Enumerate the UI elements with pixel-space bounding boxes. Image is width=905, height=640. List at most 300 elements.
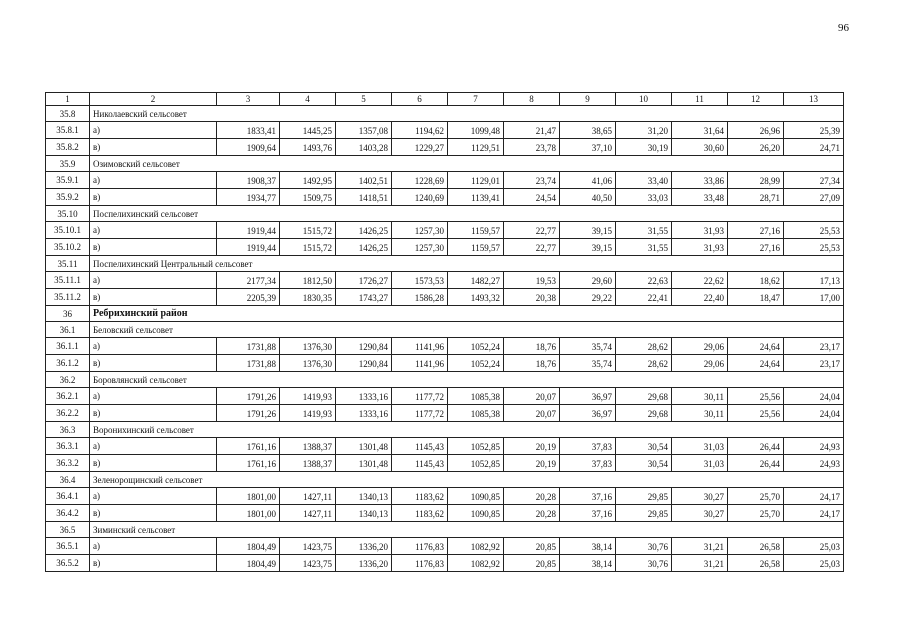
column-header: 9 (560, 93, 616, 106)
value-cell: 30,11 (672, 405, 728, 422)
value-cell: 21,47 (504, 122, 560, 139)
row-label: Поспелихинский сельсовет (90, 206, 844, 222)
value-cell: 28,62 (616, 338, 672, 355)
settlement-row (46, 522, 844, 538)
value-cell: 1228,69 (392, 172, 448, 189)
row-label: а) (90, 122, 217, 139)
row-label: в) (90, 189, 217, 206)
value-cell: 1145,43 (392, 438, 448, 455)
value-cell: 35,74 (560, 338, 616, 355)
value-cell: 1761,16 (217, 455, 280, 472)
value-cell: 30,54 (616, 438, 672, 455)
value-cell: 1290,84 (336, 355, 392, 372)
table-row (46, 438, 844, 455)
column-header: 1 (46, 93, 90, 106)
value-cell: 1340,13 (336, 488, 392, 505)
row-code: 36.2 (46, 372, 90, 388)
row-label: Ребрихинский район (90, 306, 844, 322)
value-cell: 1183,62 (392, 505, 448, 522)
row-label: а) (90, 222, 217, 239)
value-cell: 38,65 (560, 122, 616, 139)
row-code: 36.4 (46, 472, 90, 488)
value-cell: 30,76 (616, 555, 672, 572)
value-cell: 1801,00 (217, 505, 280, 522)
value-cell: 41,06 (560, 172, 616, 189)
value-cell: 1240,69 (392, 189, 448, 206)
value-cell: 31,64 (672, 122, 728, 139)
value-cell: 40,50 (560, 189, 616, 206)
value-cell: 1141,96 (392, 355, 448, 372)
value-cell: 20,28 (504, 505, 560, 522)
value-cell: 1257,30 (392, 222, 448, 239)
value-cell: 38,14 (560, 538, 616, 555)
value-cell: 1427,11 (280, 488, 336, 505)
value-cell: 1919,44 (217, 239, 280, 256)
value-cell: 23,74 (504, 172, 560, 189)
value-cell: 1176,83 (392, 555, 448, 572)
row-code: 36.3.2 (46, 455, 90, 472)
value-cell: 1804,49 (217, 538, 280, 555)
table-row (46, 172, 844, 189)
settlement-row (46, 472, 844, 488)
value-cell: 31,93 (672, 222, 728, 239)
value-cell: 22,41 (616, 289, 672, 306)
value-cell: 1052,85 (448, 455, 504, 472)
value-cell: 38,14 (560, 555, 616, 572)
value-cell: 1177,72 (392, 405, 448, 422)
page-number: 96 (838, 22, 849, 34)
value-cell: 23,78 (504, 139, 560, 156)
value-cell: 30,60 (672, 139, 728, 156)
value-cell: 1419,93 (280, 405, 336, 422)
table-row (46, 555, 844, 572)
value-cell: 31,55 (616, 222, 672, 239)
value-cell: 30,19 (616, 139, 672, 156)
row-code: 36.1.2 (46, 355, 90, 372)
value-cell: 1052,85 (448, 438, 504, 455)
value-cell: 24,54 (504, 189, 560, 206)
value-cell: 24,64 (728, 355, 784, 372)
value-cell: 1376,30 (280, 355, 336, 372)
value-cell: 37,83 (560, 438, 616, 455)
value-cell: 37,16 (560, 505, 616, 522)
value-cell: 33,48 (672, 189, 728, 206)
district-row (46, 306, 844, 322)
value-cell: 26,44 (728, 438, 784, 455)
row-label: в) (90, 505, 217, 522)
settlement-row (46, 422, 844, 438)
value-cell: 22,40 (672, 289, 728, 306)
table-row (46, 388, 844, 405)
value-cell: 1336,20 (336, 538, 392, 555)
row-code: 36.1 (46, 322, 90, 338)
row-code: 35.10.2 (46, 239, 90, 256)
value-cell: 29,22 (560, 289, 616, 306)
table-row (46, 405, 844, 422)
row-label: в) (90, 289, 217, 306)
value-cell: 1445,25 (280, 122, 336, 139)
row-code: 36.2.2 (46, 405, 90, 422)
value-cell: 22,77 (504, 222, 560, 239)
value-cell: 1177,72 (392, 388, 448, 405)
value-cell: 20,85 (504, 555, 560, 572)
value-cell: 1791,26 (217, 388, 280, 405)
row-code: 36.4.2 (46, 505, 90, 522)
value-cell: 1482,27 (448, 272, 504, 289)
value-cell: 1403,28 (336, 139, 392, 156)
value-cell: 30,27 (672, 505, 728, 522)
row-code: 35.9 (46, 156, 90, 172)
value-cell: 25,56 (728, 388, 784, 405)
value-cell: 1129,01 (448, 172, 504, 189)
value-cell: 29,60 (560, 272, 616, 289)
value-cell: 1426,25 (336, 239, 392, 256)
value-cell: 30,76 (616, 538, 672, 555)
value-cell: 29,06 (672, 355, 728, 372)
value-cell: 27,16 (728, 239, 784, 256)
value-cell: 20,07 (504, 405, 560, 422)
value-cell: 1388,37 (280, 438, 336, 455)
value-cell: 1085,38 (448, 405, 504, 422)
value-cell: 20,38 (504, 289, 560, 306)
value-cell: 31,20 (616, 122, 672, 139)
row-label: а) (90, 172, 217, 189)
column-header: 7 (448, 93, 504, 106)
value-cell: 24,17 (784, 505, 844, 522)
value-cell: 1129,51 (448, 139, 504, 156)
table-row (46, 222, 844, 239)
row-code: 36.5.2 (46, 555, 90, 572)
table-row (46, 189, 844, 206)
value-cell: 26,58 (728, 538, 784, 555)
value-cell: 27,34 (784, 172, 844, 189)
value-cell: 20,85 (504, 538, 560, 555)
settlement-row (46, 156, 844, 172)
value-cell: 25,39 (784, 122, 844, 139)
value-cell: 1183,62 (392, 488, 448, 505)
column-header: 13 (784, 93, 844, 106)
value-cell: 29,68 (616, 388, 672, 405)
row-label: Беловский сельсовет (90, 322, 844, 338)
value-cell: 1419,93 (280, 388, 336, 405)
value-cell: 1333,16 (336, 388, 392, 405)
value-cell: 26,20 (728, 139, 784, 156)
table-body (46, 106, 844, 572)
column-header: 6 (392, 93, 448, 106)
table-row (46, 538, 844, 555)
value-cell: 36,97 (560, 405, 616, 422)
value-cell: 1731,88 (217, 338, 280, 355)
value-cell: 1515,72 (280, 239, 336, 256)
value-cell: 1493,32 (448, 289, 504, 306)
row-label: а) (90, 538, 217, 555)
row-code: 35.9.1 (46, 172, 90, 189)
value-cell: 26,44 (728, 455, 784, 472)
value-cell: 1402,51 (336, 172, 392, 189)
value-cell: 1515,72 (280, 222, 336, 239)
value-cell: 1376,30 (280, 338, 336, 355)
tariff-table (45, 92, 844, 572)
value-cell: 1388,37 (280, 455, 336, 472)
value-cell: 1743,27 (336, 289, 392, 306)
row-label: в) (90, 139, 217, 156)
value-cell: 1493,76 (280, 139, 336, 156)
row-code: 35.11.2 (46, 289, 90, 306)
value-cell: 1761,16 (217, 438, 280, 455)
value-cell: 20,28 (504, 488, 560, 505)
value-cell: 1085,38 (448, 388, 504, 405)
value-cell: 25,56 (728, 405, 784, 422)
row-label: в) (90, 239, 217, 256)
value-cell: 24,64 (728, 338, 784, 355)
row-label: в) (90, 555, 217, 572)
value-cell: 1194,62 (392, 122, 448, 139)
row-code: 36.3.1 (46, 438, 90, 455)
settlement-row (46, 256, 844, 272)
table-row (46, 122, 844, 139)
value-cell: 37,16 (560, 488, 616, 505)
value-cell: 24,93 (784, 438, 844, 455)
table-row (46, 272, 844, 289)
row-label: а) (90, 488, 217, 505)
row-code: 36.5 (46, 522, 90, 538)
row-label: в) (90, 405, 217, 422)
value-cell: 1290,84 (336, 338, 392, 355)
value-cell: 25,70 (728, 505, 784, 522)
value-cell: 30,11 (672, 388, 728, 405)
value-cell: 24,04 (784, 388, 844, 405)
value-cell: 1301,48 (336, 438, 392, 455)
row-code: 35.11 (46, 256, 90, 272)
table-row (46, 505, 844, 522)
table-row (46, 455, 844, 472)
value-cell: 17,13 (784, 272, 844, 289)
column-header: 11 (672, 93, 728, 106)
value-cell: 1052,24 (448, 355, 504, 372)
value-cell: 1099,48 (448, 122, 504, 139)
row-label: а) (90, 438, 217, 455)
value-cell: 25,03 (784, 555, 844, 572)
row-label: в) (90, 455, 217, 472)
settlement-row (46, 106, 844, 122)
row-label: а) (90, 338, 217, 355)
value-cell: 18,62 (728, 272, 784, 289)
value-cell: 18,47 (728, 289, 784, 306)
value-cell: 1426,25 (336, 222, 392, 239)
value-cell: 26,58 (728, 555, 784, 572)
column-header: 10 (616, 93, 672, 106)
value-cell: 2177,34 (217, 272, 280, 289)
value-cell: 1090,85 (448, 488, 504, 505)
value-cell: 1336,20 (336, 555, 392, 572)
value-cell: 31,55 (616, 239, 672, 256)
settlement-row (46, 206, 844, 222)
value-cell: 31,03 (672, 438, 728, 455)
value-cell: 25,03 (784, 538, 844, 555)
settlement-row (46, 322, 844, 338)
row-code: 36 (46, 306, 90, 322)
row-code: 36.5.1 (46, 538, 90, 555)
row-code: 35.8 (46, 106, 90, 122)
row-label: Николаевский сельсовет (90, 106, 844, 122)
value-cell: 22,63 (616, 272, 672, 289)
settlement-row (46, 372, 844, 388)
row-label: Зиминский сельсовет (90, 522, 844, 538)
row-code: 35.10 (46, 206, 90, 222)
row-code: 35.10.1 (46, 222, 90, 239)
value-cell: 1573,53 (392, 272, 448, 289)
value-cell: 1418,51 (336, 189, 392, 206)
table-header (46, 93, 844, 106)
value-cell: 1139,41 (448, 189, 504, 206)
row-label: в) (90, 355, 217, 372)
value-cell: 39,15 (560, 239, 616, 256)
value-cell: 1357,08 (336, 122, 392, 139)
row-label: Воронихинский сельсовет (90, 422, 844, 438)
value-cell: 1731,88 (217, 355, 280, 372)
value-cell: 31,21 (672, 555, 728, 572)
value-cell: 1423,75 (280, 555, 336, 572)
row-label: Зеленорощинский сельсовет (90, 472, 844, 488)
value-cell: 33,40 (616, 172, 672, 189)
value-cell: 18,76 (504, 338, 560, 355)
value-cell: 1909,64 (217, 139, 280, 156)
table-row (46, 338, 844, 355)
value-cell: 1830,35 (280, 289, 336, 306)
table-row (46, 139, 844, 156)
value-cell: 1423,75 (280, 538, 336, 555)
value-cell: 1726,27 (336, 272, 392, 289)
value-cell: 1141,96 (392, 338, 448, 355)
value-cell: 31,93 (672, 239, 728, 256)
value-cell: 33,86 (672, 172, 728, 189)
value-cell: 35,74 (560, 355, 616, 372)
value-cell: 1257,30 (392, 239, 448, 256)
value-cell: 1934,77 (217, 189, 280, 206)
row-code: 35.8.1 (46, 122, 90, 139)
value-cell: 1812,50 (280, 272, 336, 289)
value-cell: 24,17 (784, 488, 844, 505)
table-row (46, 488, 844, 505)
value-cell: 24,04 (784, 405, 844, 422)
value-cell: 1801,00 (217, 488, 280, 505)
table-row (46, 289, 844, 306)
row-code: 35.11.1 (46, 272, 90, 289)
value-cell: 1229,27 (392, 139, 448, 156)
value-cell: 1176,83 (392, 538, 448, 555)
value-cell: 29,85 (616, 488, 672, 505)
value-cell: 1301,48 (336, 455, 392, 472)
value-cell: 1159,57 (448, 222, 504, 239)
value-cell: 1082,92 (448, 555, 504, 572)
column-header: 4 (280, 93, 336, 106)
value-cell: 36,97 (560, 388, 616, 405)
value-cell: 20,19 (504, 455, 560, 472)
value-cell: 1791,26 (217, 405, 280, 422)
column-header: 12 (728, 93, 784, 106)
value-cell: 31,03 (672, 455, 728, 472)
value-cell: 1052,24 (448, 338, 504, 355)
row-label: а) (90, 272, 217, 289)
value-cell: 1509,75 (280, 189, 336, 206)
value-cell: 31,21 (672, 538, 728, 555)
value-cell: 37,10 (560, 139, 616, 156)
value-cell: 2205,39 (217, 289, 280, 306)
row-code: 36.3 (46, 422, 90, 438)
row-code: 35.8.2 (46, 139, 90, 156)
value-cell: 1145,43 (392, 455, 448, 472)
row-label: Поспелихинский Центральный сельсовет (90, 256, 844, 272)
row-code: 36.2.1 (46, 388, 90, 405)
value-cell: 1090,85 (448, 505, 504, 522)
value-cell: 29,85 (616, 505, 672, 522)
value-cell: 1919,44 (217, 222, 280, 239)
row-code: 36.4.1 (46, 488, 90, 505)
value-cell: 1804,49 (217, 555, 280, 572)
value-cell: 29,68 (616, 405, 672, 422)
value-cell: 27,09 (784, 189, 844, 206)
value-cell: 27,16 (728, 222, 784, 239)
column-header: 2 (90, 93, 217, 106)
value-cell: 20,07 (504, 388, 560, 405)
value-cell: 24,93 (784, 455, 844, 472)
value-cell: 20,19 (504, 438, 560, 455)
value-cell: 28,99 (728, 172, 784, 189)
value-cell: 1908,37 (217, 172, 280, 189)
header-row (46, 93, 844, 106)
value-cell: 17,00 (784, 289, 844, 306)
value-cell: 39,15 (560, 222, 616, 239)
value-cell: 37,83 (560, 455, 616, 472)
value-cell: 18,76 (504, 355, 560, 372)
column-header: 3 (217, 93, 280, 106)
value-cell: 1340,13 (336, 505, 392, 522)
value-cell: 1159,57 (448, 239, 504, 256)
value-cell: 25,53 (784, 239, 844, 256)
value-cell: 26,96 (728, 122, 784, 139)
value-cell: 30,27 (672, 488, 728, 505)
value-cell: 1833,41 (217, 122, 280, 139)
value-cell: 33,03 (616, 189, 672, 206)
value-cell: 1333,16 (336, 405, 392, 422)
value-cell: 24,71 (784, 139, 844, 156)
value-cell: 1492,95 (280, 172, 336, 189)
table-row (46, 355, 844, 372)
value-cell: 28,62 (616, 355, 672, 372)
value-cell: 30,54 (616, 455, 672, 472)
value-cell: 28,71 (728, 189, 784, 206)
row-code: 35.9.2 (46, 189, 90, 206)
value-cell: 19,53 (504, 272, 560, 289)
column-header: 8 (504, 93, 560, 106)
row-label: Боровлянский сельсовет (90, 372, 844, 388)
value-cell: 1427,11 (280, 505, 336, 522)
value-cell: 29,06 (672, 338, 728, 355)
row-label: Озимовский сельсовет (90, 156, 844, 172)
row-label: а) (90, 388, 217, 405)
value-cell: 1586,28 (392, 289, 448, 306)
row-code: 36.1.1 (46, 338, 90, 355)
column-header: 5 (336, 93, 392, 106)
value-cell: 23,17 (784, 338, 844, 355)
value-cell: 23,17 (784, 355, 844, 372)
value-cell: 22,62 (672, 272, 728, 289)
value-cell: 1082,92 (448, 538, 504, 555)
table-row (46, 239, 844, 256)
value-cell: 25,53 (784, 222, 844, 239)
value-cell: 25,70 (728, 488, 784, 505)
value-cell: 22,77 (504, 239, 560, 256)
